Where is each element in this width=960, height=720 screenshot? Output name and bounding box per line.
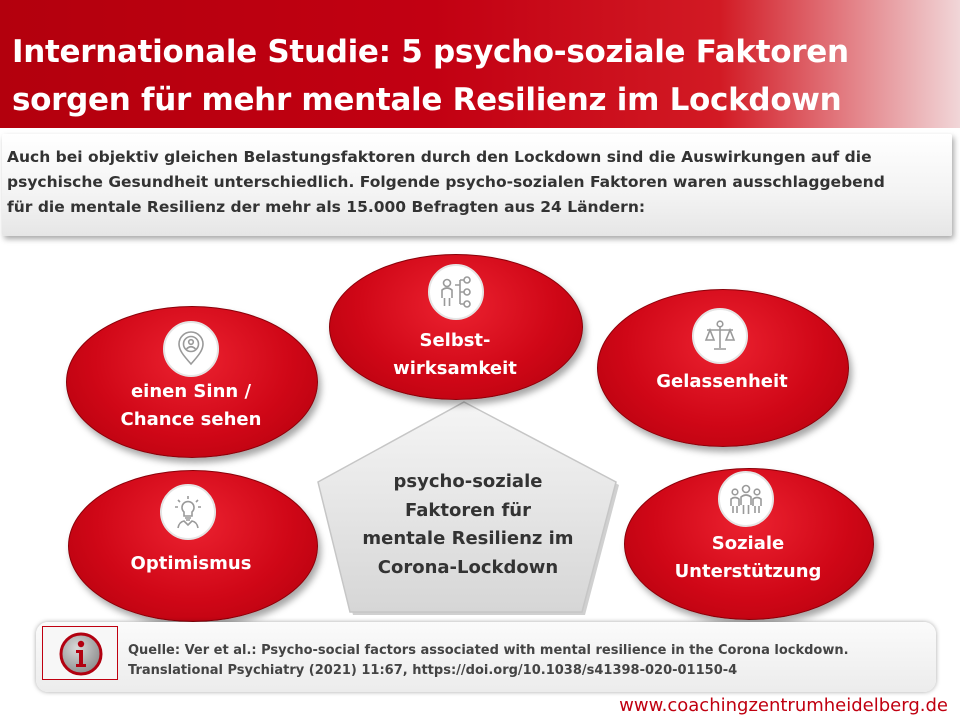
- sinn-line-2: Chance sehen: [120, 409, 262, 430]
- center-line-2: Faktoren für: [404, 499, 532, 521]
- center-line-1: psycho-soziale: [393, 471, 543, 492]
- selbst-line-2: wirksamkeit: [393, 358, 517, 379]
- location-person-icon: [163, 321, 219, 377]
- sozial-line-2: Unterstützung: [674, 561, 822, 582]
- intro-line-1: Auch bei objektiv gleichen Belastungsfaktoren durch den Lockdown sind die Auswirkungen auf die: [7, 148, 872, 166]
- intro-text: [7, 145, 947, 220]
- source-line-2: Translational Psychiatry (2021) 11:67, https://doi.org/10.1038/s41398-020-01150-4: [128, 663, 738, 678]
- intro-line-3: für die mentale Resilienz der mehr als 15.000 Befragten aus 24 Ländern:: [7, 198, 646, 216]
- source-citation: [128, 641, 928, 681]
- optimismus-line-1: Optimismus: [130, 553, 252, 574]
- page-title: [12, 28, 952, 124]
- center-line-3: mentale Resilienz im: [362, 528, 574, 549]
- selbst-line-1: Selbst-: [419, 330, 491, 351]
- info-icon: [59, 632, 103, 676]
- title-line-2: sorgen für mehr mentale Resilienz im Lockdown: [12, 82, 842, 118]
- center-label: [350, 468, 586, 582]
- hierarchy-person-icon: [428, 264, 484, 320]
- sozial-line-1: Soziale: [711, 533, 785, 554]
- source-line-1: Quelle: Ver et al.: Psycho-social factors associated with mental resilience in the Corona lockdown.: [128, 643, 849, 658]
- center-line-4: Corona-Lockdown: [377, 556, 559, 578]
- website-link[interactable]: www.coachingzentrumheidelberg.de: [619, 695, 948, 716]
- group-people-icon: [718, 471, 774, 527]
- factor-sinn-label: [91, 378, 291, 434]
- title-line-1: Internationale Studie: 5 psycho-soziale Faktoren: [12, 34, 849, 70]
- factor-gelassenheit-label: [622, 368, 822, 396]
- balance-scale-icon: [692, 308, 748, 364]
- info-box: [42, 626, 118, 680]
- sinn-line-1: einen Sinn /: [130, 381, 252, 402]
- gelassenheit-line-1: Gelassenheit: [656, 371, 788, 392]
- factor-soziale-unterstuetzung-label: [648, 530, 848, 586]
- lightbulb-person-icon: [160, 484, 216, 540]
- intro-line-2: psychische Gesundheit unterschiedlich. Folgende psycho-sozialen Faktoren waren ausschlaggebend: [7, 173, 885, 191]
- factor-selbstwirksamkeit-label: [355, 327, 555, 383]
- factor-optimismus-label: [91, 550, 291, 578]
